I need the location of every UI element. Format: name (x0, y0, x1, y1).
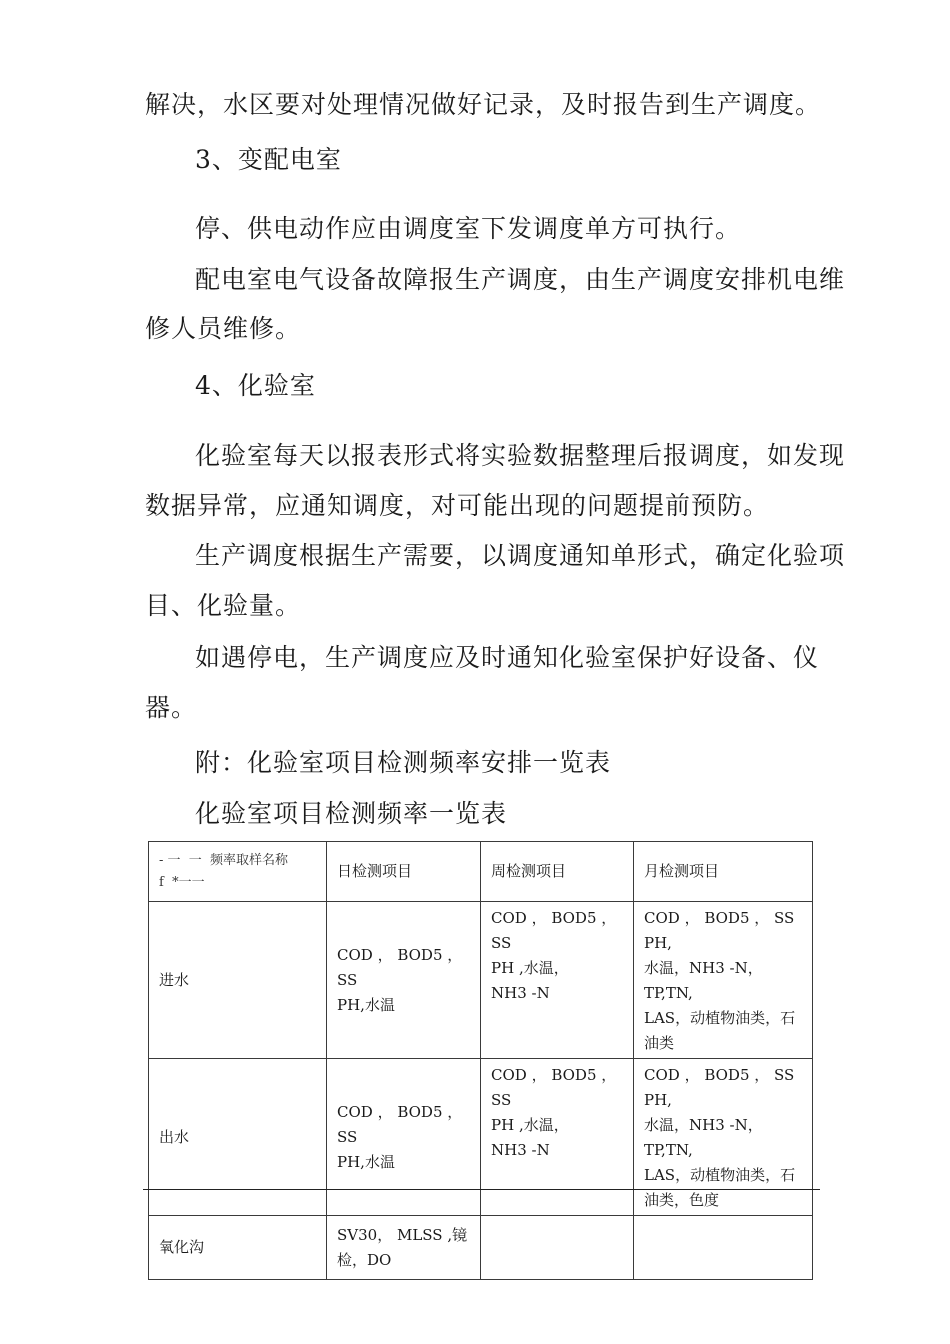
table-header-row (149, 842, 813, 902)
test-frequency-table-container (148, 841, 812, 1280)
section-heading-substation: 3、变配电室 (195, 145, 342, 174)
paragraph-dispatch-notice-line2: 目、化验量。 (145, 591, 302, 620)
header-weekly: 周检测项目 (481, 842, 634, 902)
paragraph-power-outage-line1: 如遇停电，生产调度应及时通知化验室保护好设备、仪 (195, 643, 820, 672)
table-title: 化验室项目检测频率一览表 (195, 799, 508, 828)
monthly-items-cell: COD ， BOD5 ， SS PH, 水温，NH3 -N， TP,TN, LAS，动植物油类，石 油类，色度 (634, 1059, 813, 1216)
row-name-cell: 氧化沟 (149, 1216, 327, 1280)
row-name-cell: 出水 (149, 1059, 327, 1216)
table-row-influent (149, 902, 813, 1059)
paragraph-fault-report-line2: 修人员维修。 (145, 314, 302, 343)
table-row-oxidation-ditch (149, 1216, 813, 1280)
weekly-items-cell (481, 1216, 634, 1280)
daily-items-cell: SV30， MLSS ,镜 检，DO (327, 1216, 481, 1280)
weekly-items-cell: COD ， BOD5 ， SS PH ,水温， NH3 -N (481, 1059, 634, 1216)
header-corner-cell (149, 842, 327, 902)
header-monthly: 月检测项目 (634, 842, 813, 902)
daily-items-cell: COD ， BOD5 ， SS PH,水温 (327, 1059, 481, 1216)
header-corner-line1: - 一 一 频率取样名称 (159, 852, 289, 868)
footer-divider (143, 1189, 820, 1190)
test-frequency-table (148, 841, 813, 1280)
paragraph-lab-report-line2: 数据异常，应通知调度，对可能出现的问题提前预防。 (145, 491, 770, 520)
header-daily: 日检测项目 (327, 842, 481, 902)
paragraph-power-dispatch: 停、供电动作应由调度室下发调度单方可执行。 (195, 214, 742, 243)
monthly-items-cell (634, 1216, 813, 1280)
table-row-effluent (149, 1059, 813, 1216)
section-heading-lab: 4、化验室 (195, 371, 316, 400)
paragraph-fault-report-line1: 配电室电气设备故障报生产调度，由生产调度安排机电维 (195, 265, 846, 294)
paragraph-power-outage-line2: 器。 (145, 693, 198, 722)
daily-items-cell: COD ， BOD5 ， SS PH,水温 (327, 902, 481, 1059)
paragraph-lab-report-line1: 化验室每天以报表形式将实验数据整理后报调度，如发现 (195, 441, 846, 470)
monthly-items-cell: COD ， BOD5 ， SS PH, 水温，NH3 -N， TP,TN, LAS，动植物油类，石 油类 (634, 902, 813, 1059)
paragraph-continuation: 解决，水区要对处理情况做好记录，及时报告到生产调度。 (145, 90, 822, 119)
appendix-heading: 附：化验室项目检测频率安排一览表 (195, 748, 612, 777)
weekly-items-cell: COD ， BOD5 ， SS PH ,水温， NH3 -N (481, 902, 634, 1059)
paragraph-dispatch-notice-line1: 生产调度根据生产需要，以调度通知单形式，确定化验项 (195, 541, 846, 570)
row-name-cell: 进水 (149, 902, 327, 1059)
header-corner-line2: f *一一 (159, 874, 205, 890)
